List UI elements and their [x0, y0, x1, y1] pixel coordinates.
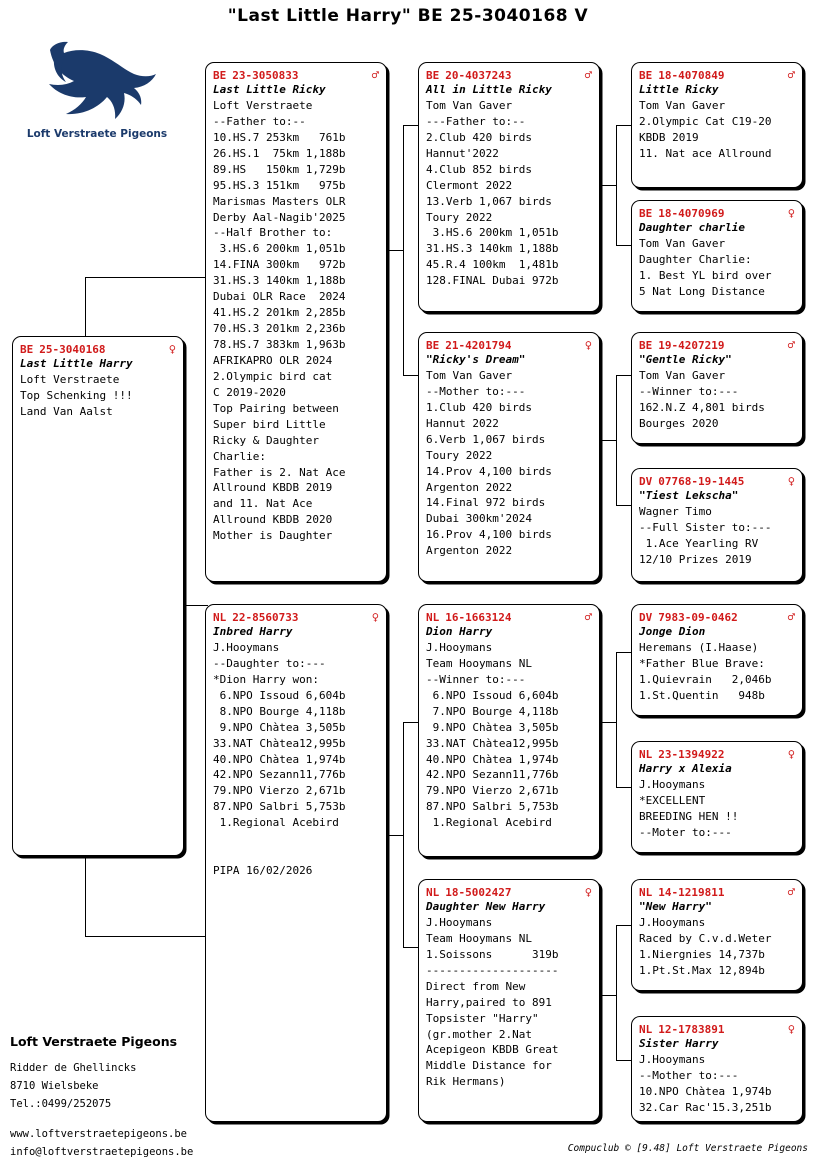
card-header: [639, 610, 795, 624]
connector: [403, 125, 419, 126]
card-line: 1.Pt.St.Max 12,894b: [639, 963, 765, 977]
card-line: 3.HS.6 200km 1,051b: [213, 242, 346, 256]
logo-caption: Loft Verstraete Pigeons: [26, 128, 168, 140]
connector: [616, 652, 617, 787]
connector: [616, 505, 632, 506]
pedigree-card-sire-dam-sire[interactable]: [631, 332, 803, 444]
owner-name: Tom Van Gaver: [426, 98, 513, 112]
card-line: 10.HS.7 253km 761b: [213, 130, 346, 144]
card-header: [639, 474, 795, 488]
card-line: --------------------: [426, 963, 559, 977]
card-line: 1.Ace Yearling RV: [639, 536, 759, 550]
card-line: 1.Club 420 birds: [426, 400, 532, 414]
ring-country: BE: [639, 339, 653, 352]
owner-name: Loft Verstraete: [20, 372, 120, 386]
card-line: Team Hooymans NL: [426, 656, 532, 670]
card-line: Hannut 2022: [426, 416, 499, 430]
ring-number: 07768-19-1445: [658, 475, 745, 488]
card-lines: [639, 384, 795, 432]
card-lines: [213, 656, 379, 879]
card-line: Direct from New: [426, 979, 526, 993]
connector: [85, 277, 207, 278]
ring-number: 16-1663124: [445, 611, 512, 624]
pigeon-name: "Gentle Ricky": [639, 353, 732, 366]
card-header: [213, 610, 379, 624]
card-line: Land Van Aalst: [20, 404, 113, 418]
card-line: 31.HS.3 140km 1,188b: [426, 242, 559, 256]
card-lines: [639, 656, 795, 704]
card-line: --Mother to:---: [426, 384, 526, 398]
card-line: and 11. Nat Ace: [213, 497, 313, 511]
card-line: 1.St.Quentin 948b: [639, 688, 765, 702]
card-line: Daughter Charlie:: [639, 252, 752, 266]
pigeon-name: Little Ricky: [639, 83, 719, 96]
ring-number: 25-3040168: [39, 343, 106, 356]
card-header: [639, 885, 795, 899]
compuclub-credit: Compuclub © [9.48] Loft Verstraete Pigeons: [567, 1143, 808, 1154]
card-line: 9.NPO Chàtea 3,505b: [426, 720, 559, 734]
ring-country: NL: [639, 748, 653, 761]
card-header: [20, 342, 176, 356]
card-line: 1.Niergnies 14,737b: [639, 947, 765, 961]
ring-number: 23-1394922: [658, 748, 725, 761]
ring-country: NL: [213, 611, 227, 624]
card-lines: [639, 931, 795, 979]
card-line: PIPA 16/02/2026: [213, 864, 313, 878]
card-header: [426, 338, 592, 352]
card-lines: [639, 793, 795, 841]
card-line: 14.Final 972 birds: [426, 496, 546, 510]
pedigree-card-sire-sire-sire[interactable]: [631, 62, 803, 188]
pigeon-name: Last Little Harry: [20, 357, 133, 370]
card-line: Bourges 2020: [639, 416, 719, 430]
owner-name: J.Hooymans: [426, 915, 493, 929]
footer-address-2: 8710 Wielsbeke: [10, 1080, 99, 1092]
card-header: [213, 68, 379, 82]
card-line: 1.Regional Acebird: [213, 816, 339, 830]
connector: [616, 375, 632, 376]
card-line: Middle Distance for: [426, 1059, 552, 1073]
ring-number: 7983-09-0462: [658, 611, 738, 624]
pedigree-card-dam-dam-dam[interactable]: [631, 1016, 803, 1122]
card-line: 6.NPO Issoud 6,604b: [426, 688, 559, 702]
card-line: 14.Prov 4,100 birds: [426, 464, 552, 478]
card-line: --Moter to:---: [639, 825, 732, 839]
card-line: 70.HS.3 201km 2,236b: [213, 322, 346, 336]
ring-country: DV: [639, 475, 653, 488]
card-lines: [213, 114, 379, 544]
pigeon-name: "Tiest Lekscha": [639, 489, 739, 502]
card-line: Topsister "Harry": [426, 1011, 539, 1025]
ring-number: 20-4037243: [445, 69, 512, 82]
pedigree-card-sire-sire[interactable]: [418, 62, 600, 312]
card-line: --Daughter to:---: [213, 656, 326, 670]
card-line: Hannut'2022: [426, 146, 499, 160]
card-lines: [639, 252, 795, 300]
card-line: *Father Blue Brave:: [639, 656, 765, 670]
page-title: "Last Little Harry" BE 25-3040168 V: [227, 6, 589, 26]
owner-name: J.Hooymans: [639, 1052, 706, 1066]
sex-symbol: ♂: [787, 338, 795, 352]
card-line: *EXCELLENT: [639, 793, 706, 807]
card-line: 11. Nat ace Allround: [639, 146, 772, 160]
card-header: [426, 68, 592, 82]
card-line: 89.HS 150km 1,729b: [213, 162, 346, 176]
connector: [616, 652, 632, 653]
owner-name: J.Hooymans: [213, 640, 280, 654]
connector: [403, 722, 419, 723]
pigeon-name: All in Little Ricky: [426, 83, 552, 96]
pigeon-name: "Ricky's Dream": [426, 353, 526, 366]
footer-address-1: Ridder de Ghellincks: [10, 1062, 137, 1074]
pedigree-card-dam-sire-sire[interactable]: [631, 604, 803, 716]
pigeon-name: Inbred Harry: [213, 625, 293, 638]
card-lines: [426, 384, 592, 559]
sex-symbol: ♂: [584, 68, 592, 82]
ring-number: 14-1219811: [658, 886, 725, 899]
card-line: 16.Prov 4,100 birds: [426, 528, 552, 542]
card-line: 42.NPO Sezann11,776b: [426, 768, 559, 782]
card-lines: [639, 520, 795, 568]
connector: [186, 605, 208, 606]
sex-symbol: ♂: [787, 68, 795, 82]
card-line: 14.FINA 300km 972b: [213, 258, 346, 272]
footer-website[interactable]: www.loftverstraetepigeons.be: [10, 1128, 188, 1140]
pedigree-card-subject[interactable]: [12, 336, 184, 856]
connector: [616, 245, 632, 246]
card-line: Super bird Little: [213, 417, 326, 431]
owner-name: J.Hooymans: [426, 640, 493, 654]
ring-number: 18-4070969: [658, 207, 725, 220]
card-line: 7.NPO Bourge 4,118b: [426, 704, 559, 718]
card-line: Dubai 300km'2024: [426, 512, 532, 526]
card-line: Rik Hermans): [426, 1075, 506, 1089]
card-line: (gr.mother 2.Nat: [426, 1027, 532, 1041]
card-line: ---Father to:--: [426, 114, 526, 128]
ring-country: BE: [639, 207, 653, 220]
pedigree-card-sire-dam-dam[interactable]: [631, 468, 803, 582]
sex-symbol: ♀: [787, 1022, 795, 1036]
card-line: Top Schenking !!!: [20, 388, 133, 402]
card-line: 33.NAT Chàtea12,995b: [426, 736, 559, 750]
card-line: --Mother to:---: [639, 1068, 739, 1082]
ring-number: 22-8560733: [232, 611, 299, 624]
ring-number: 19-4207219: [658, 339, 725, 352]
owner-name: Tom Van Gaver: [639, 368, 726, 382]
card-line: Allround KBDB 2019: [213, 481, 333, 495]
pedigree-card-dam-sire-dam[interactable]: [631, 741, 803, 853]
card-line: 128.FINAL Dubai 972b: [426, 274, 559, 288]
ring-country: DV: [639, 611, 653, 624]
card-line: 87.NPO Salbri 5,753b: [426, 800, 559, 814]
pigeon-name: Daughter charlie: [639, 221, 745, 234]
owner-name: J.Hooymans: [639, 915, 706, 929]
ring-country: NL: [639, 886, 653, 899]
card-line: 79.NPO Vierzo 2,671b: [213, 784, 346, 798]
ring-country: NL: [426, 886, 440, 899]
card-line: 9.NPO Chàtea 3,505b: [213, 720, 346, 734]
pedigree-card-dam-sire[interactable]: [418, 604, 600, 857]
sex-symbol: ♂: [787, 885, 795, 899]
card-line: Marismas Masters OLR: [213, 194, 346, 208]
pedigree-card-sire-dam[interactable]: [418, 332, 600, 582]
card-line: Derby Aal-Nagib'2025: [213, 210, 346, 224]
connector: [85, 936, 207, 937]
card-header: [639, 747, 795, 761]
card-line: 1.Regional Acebird: [426, 816, 552, 830]
card-header: [639, 68, 795, 82]
connector: [600, 995, 617, 996]
pigeon-name: Sister Harry: [639, 1037, 719, 1050]
footer-phone: Tel.:0499/252075: [10, 1098, 112, 1110]
card-line: [213, 847, 379, 863]
card-line: 1.Soissons 319b: [426, 947, 559, 961]
ring-country: BE: [639, 69, 653, 82]
ring-country: NL: [426, 611, 440, 624]
card-line: KBDB 2019: [639, 130, 699, 144]
ring-number: 18-4070849: [658, 69, 725, 82]
card-line: 32.Car Rac'15.3,251b: [639, 1100, 772, 1114]
ring-number: 21-4201794: [445, 339, 512, 352]
card-line: Team Hooymans NL: [426, 931, 532, 945]
connector: [403, 375, 419, 376]
card-line: 40.NPO Chàtea 1,974b: [426, 752, 559, 766]
pedigree-card-dam-dam-sire[interactable]: [631, 879, 803, 991]
ring-number: 18-5002427: [445, 886, 512, 899]
connector: [616, 925, 632, 926]
ring-country: NL: [639, 1023, 653, 1036]
card-line: 12/10 Prizes 2019: [639, 552, 752, 566]
sex-symbol: ♀: [787, 474, 795, 488]
card-line: Acepigeon KBDB Great: [426, 1043, 559, 1057]
pigeon-name: Daughter New Harry: [426, 900, 546, 913]
card-line: 2.Olympic bird cat: [213, 369, 333, 383]
connector: [600, 440, 617, 441]
card-line: 5 Nat Long Distance: [639, 284, 765, 298]
card-line: 40.NPO Chàtea 1,974b: [213, 752, 346, 766]
pedigree-card-dam-dam[interactable]: [418, 879, 600, 1122]
owner-name: Tom Van Gaver: [639, 98, 726, 112]
card-line: 95.HS.3 151km 975b: [213, 178, 346, 192]
pigeon-name: Harry x Alexia: [639, 762, 732, 775]
card-line: 2.Club 420 birds: [426, 130, 532, 144]
connector: [616, 125, 632, 126]
owner-name: J.Hooymans: [639, 777, 706, 791]
card-line: --Half Brother to:: [213, 226, 333, 240]
card-line: 1. Best YL bird over: [639, 268, 772, 282]
card-line: 1.Quievrain 2,046b: [639, 672, 772, 686]
card-line: Ricky & Daughter: [213, 433, 319, 447]
card-line: 87.NPO Salbri 5,753b: [213, 800, 346, 814]
owner-name: Tom Van Gaver: [639, 236, 726, 250]
card-line: 42.NPO Sezann11,776b: [213, 768, 346, 782]
sex-symbol: ♀: [168, 342, 176, 356]
card-line: AFRIKAPRO OLR 2024: [213, 353, 333, 367]
connector: [600, 185, 617, 186]
card-line: Father is 2. Nat Ace: [213, 465, 346, 479]
pigeon-logo-icon: [22, 36, 172, 136]
ring-country: BE: [213, 69, 227, 82]
connector: [386, 250, 404, 251]
sex-symbol: ♀: [787, 747, 795, 761]
card-line: Toury 2022: [426, 448, 493, 462]
footer-email[interactable]: info@loftverstraetepigeons.be: [10, 1146, 194, 1158]
owner-name: Heremans (I.Haase): [639, 640, 759, 654]
connector: [616, 1060, 632, 1061]
card-line: 13.Verb 1,067 birds: [426, 194, 552, 208]
card-header: [639, 206, 795, 220]
pedigree-card-sire[interactable]: [205, 62, 387, 582]
sex-symbol: ♂: [787, 610, 795, 624]
connector: [616, 925, 617, 1060]
card-line: 10.NPO Chàtea 1,974b: [639, 1084, 772, 1098]
ring-number: 23-3050833: [232, 69, 299, 82]
card-line: Clermont 2022: [426, 178, 513, 192]
connector: [616, 787, 632, 788]
card-line: BREEDING HEN !!: [639, 809, 739, 823]
card-header: [426, 885, 592, 899]
card-line: 45.R.4 100km 1,481b: [426, 258, 559, 272]
card-line: 6.NPO Issoud 6,604b: [213, 688, 346, 702]
card-line: 2.Olympic Cat C19-20: [639, 114, 772, 128]
owner-name: Wagner Timo: [639, 504, 712, 518]
card-header: [639, 1022, 795, 1036]
sex-symbol: ♂: [584, 610, 592, 624]
card-line: --Winner to:---: [639, 384, 739, 398]
sex-symbol: ♀: [584, 885, 592, 899]
card-line: 26.HS.1 75km 1,188b: [213, 146, 346, 160]
pedigree-card-dam[interactable]: [205, 604, 387, 1122]
card-line: Top Pairing between: [213, 401, 339, 415]
card-lines: [426, 931, 592, 1090]
card-line: 78.HS.7 383km 1,963b: [213, 338, 346, 351]
card-line: *Dion Harry won:: [213, 672, 319, 686]
ring-number: 12-1783891: [658, 1023, 725, 1036]
card-line: Charlie:: [213, 449, 266, 463]
sex-symbol: ♀: [371, 610, 379, 624]
card-line: C 2019-2020: [213, 385, 286, 399]
card-line: --Full Sister to:---: [639, 520, 772, 534]
footer-title: Loft Verstraete Pigeons: [10, 1034, 178, 1049]
connector: [403, 947, 419, 948]
card-line: --Winner to:---: [426, 672, 526, 686]
card-line: 4.Club 852 birds: [426, 162, 532, 176]
sex-symbol: ♂: [371, 68, 379, 82]
card-line: Allround KBDB 2020: [213, 513, 333, 527]
card-line: Dubai OLR Race 2024: [213, 290, 346, 304]
card-line: Argenton 2022: [426, 480, 513, 494]
card-lines: [426, 114, 592, 289]
owner-name: Tom Van Gaver: [426, 368, 513, 382]
pigeon-name: "New Harry": [639, 900, 712, 913]
card-line: 162.N.Z 4,801 birds: [639, 400, 765, 414]
sex-symbol: ♀: [584, 338, 592, 352]
card-line: Mother is Daughter: [213, 529, 333, 543]
ring-country: BE: [20, 343, 34, 356]
ring-country: BE: [426, 69, 440, 82]
card-line: 6.Verb 1,067 birds: [426, 432, 546, 446]
card-line: 33.NAT Chàtea12,995b: [213, 736, 346, 750]
card-line: 79.NPO Vierzo 2,671b: [426, 784, 559, 798]
card-lines: [426, 656, 592, 831]
card-line: 41.HS.2 201km 2,285b: [213, 306, 346, 320]
card-line: [213, 831, 379, 847]
card-lines: [639, 114, 795, 162]
card-lines: [20, 388, 176, 420]
pedigree-card-sire-sire-dam[interactable]: [631, 200, 803, 312]
card-lines: [639, 1068, 795, 1116]
card-line: Raced by C.v.d.Weter: [639, 931, 772, 945]
card-line: 8.NPO Bourge 4,118b: [213, 704, 346, 718]
sex-symbol: ♀: [787, 206, 795, 220]
card-line: Harry,paired to 891: [426, 995, 552, 1009]
owner-name: Loft Verstraete: [213, 98, 313, 112]
card-line: Argenton 2022: [426, 544, 513, 558]
ring-country: BE: [426, 339, 440, 352]
card-header: [639, 338, 795, 352]
card-header: [426, 610, 592, 624]
card-line: --Father to:--: [213, 114, 306, 128]
pigeon-name: Last Little Ricky: [213, 83, 326, 96]
pigeon-name: Dion Harry: [426, 625, 493, 638]
connector: [600, 722, 617, 723]
connector: [386, 835, 404, 836]
card-line: 31.HS.3 140km 1,188b: [213, 274, 346, 288]
pigeon-name: Jonge Dion: [639, 625, 706, 638]
card-line: 3.HS.6 200km 1,051b: [426, 226, 559, 240]
card-line: Toury 2022: [426, 210, 493, 224]
